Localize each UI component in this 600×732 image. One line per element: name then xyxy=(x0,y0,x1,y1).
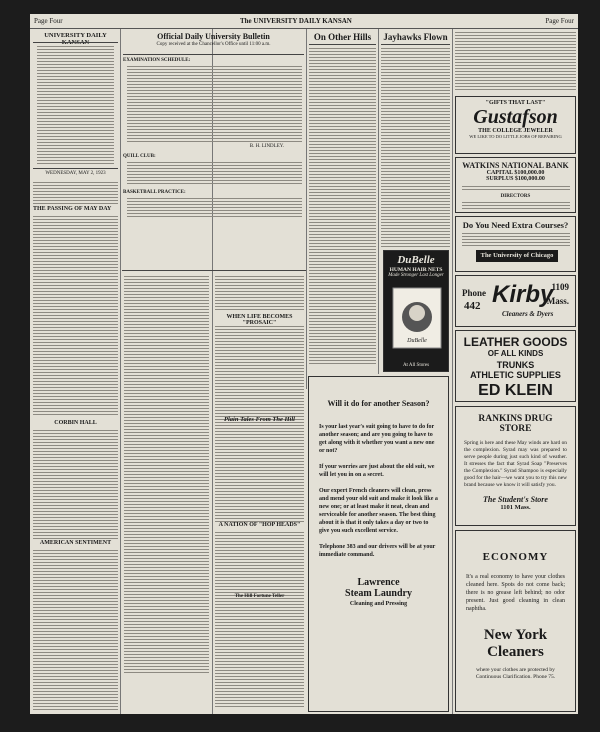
masthead: UNIVERSITY DAILY xyxy=(44,32,107,39)
economy-cleaners-ad xyxy=(455,530,576,712)
svg-text:DuBelle: DuBelle xyxy=(407,338,427,344)
watkins-surplus: SURPLUS $100,000.00 xyxy=(486,176,545,182)
laundry-para-4: Telephone 383 and our drivers will be at your immediate command. xyxy=(319,544,436,558)
dubelle-tagline: Made Stronger Last Longer xyxy=(388,273,444,278)
watkins-name: WATKINS NATIONAL BANK xyxy=(462,161,569,170)
chicago-title: Do You Need Extra Courses? xyxy=(462,220,569,230)
gustafson-repair: WE LIKE TO DO LITTLE JOBS OF REPAIRING xyxy=(469,134,562,139)
kirby-phone-number: 442 xyxy=(464,300,481,312)
watkins-bank-ad xyxy=(455,157,576,213)
running-head-right: Page Four xyxy=(545,17,574,25)
newspaper-page xyxy=(30,14,578,714)
laundry-question: Will it do for another Season? xyxy=(327,399,430,408)
gustafson-sub: THE COLLEGE JEWELER xyxy=(478,128,553,134)
kirby-sub: Cleaners & Dyers xyxy=(502,310,554,318)
dubelle-ad xyxy=(383,250,449,372)
masthead-date: WEDNESDAY, MAY 2, 1923 xyxy=(45,171,106,176)
kirby-cleaners-ad xyxy=(455,275,576,327)
rankins-title: RANKINS DRUG STORE xyxy=(478,414,553,434)
economy-name-1: New York xyxy=(483,627,548,643)
laundry-para-2: If your worries are just about the old suit, we will let you in on a secret. xyxy=(319,464,435,478)
ed-klein-ad xyxy=(455,330,576,402)
other-hills-title: On Other Hills xyxy=(313,32,372,42)
bulletin-signature: B. H. LINDLEY. xyxy=(249,144,284,149)
bulletin-title: Official Daily University Bulletin xyxy=(157,32,270,41)
laundry-para-1: Is your last year's suit going to have to do for another season; and are you going to have to get along with it whether you want a new one or not? xyxy=(319,424,435,454)
chicago-school: The University of Chicago xyxy=(476,250,558,262)
watkins-directors: DIRECTORS xyxy=(500,194,531,199)
bulletin-basketball-heading: BASKETBALL PRACTICE: xyxy=(123,190,186,195)
laundry-service: Cleaning and Pressing xyxy=(349,601,408,607)
laundry-para-3: Our expert French cleaners will clean, press and mend your old suit and make it look like a new one; or at least make it neat, clean and serviceable for another season. The best thing about it is that it only takes a day or two to give you such excellent service. xyxy=(319,488,438,534)
laundry-name-1: Lawrence xyxy=(357,577,400,588)
gustafson-name: Gustafson xyxy=(473,106,558,128)
bulletin-quill-heading: QUILL CLUB: xyxy=(123,154,156,159)
klein-athletic: ATHLETIC SUPPLIES xyxy=(470,370,561,380)
feature-heading-prosaic: WHEN LIFE BECOMES "PROSAIC" xyxy=(226,314,293,326)
laundry-ad xyxy=(308,376,449,712)
watkins-capital: CAPITAL $100,000.00 xyxy=(486,170,545,176)
rankins-store: The Student's Store xyxy=(483,495,548,504)
bulletin-exam-heading: EXAMINATION SCHEDULE: xyxy=(123,58,191,63)
rankins-body: Spring is here and these May winds are hard on the complexion. Syrad may was prepared to serve people during just such kind of weather. It stresses the fact that Syrad Soap "Preserves the Complexion." Syrad Shampoo is especially good for the hair—we want you to try this new brand because we know it will satisfy you. xyxy=(464,440,567,488)
economy-title: ECONOMY xyxy=(482,551,549,563)
university-bulletin xyxy=(123,32,304,272)
editorial-heading-american-sentiment: AMERICAN SENTIMENT xyxy=(39,540,112,546)
hairnet-package-illustration xyxy=(392,287,442,349)
kirby-phone-label: Phone xyxy=(462,288,487,298)
economy-body: It's a real economy to have your clothes cleaned here. Spots do not come back; there is no grease left behind; no odor present. Just good cleaning in clean naphtha. xyxy=(466,574,565,612)
bulletin-subtitle: Copy received at the Chancellor's Office until 11:00 a.m. xyxy=(156,42,271,47)
running-head-left: Page Four xyxy=(34,17,63,25)
running-head xyxy=(30,14,578,29)
jayhawks-title: Jayhawks Flown xyxy=(383,32,448,42)
rankins-address: 1101 Mass. xyxy=(500,504,531,511)
laundry-name-2: Steam Laundry xyxy=(345,588,412,599)
feature-heading-hop-heads: A NATION OF "HOP HEADS" xyxy=(218,522,301,528)
feature-heading-plain-tales: Plain Tales From The Hill xyxy=(224,416,295,423)
economy-name-2: Cleaners xyxy=(487,644,544,660)
kirby-address-street: Mass. xyxy=(546,296,569,306)
column-editorial xyxy=(33,32,118,712)
gustafson-ad xyxy=(455,96,576,154)
staff-list xyxy=(37,46,114,166)
column-features xyxy=(215,274,304,712)
klein-name: ED KLEIN xyxy=(478,382,553,399)
rankins-drug-ad xyxy=(455,406,576,526)
kirby-name: Kirby xyxy=(492,281,554,308)
klein-all-kinds: OF ALL KINDS xyxy=(487,349,544,358)
chicago-courses-ad xyxy=(455,216,576,272)
column-other-hills xyxy=(309,32,376,372)
economy-footer: where your clothes are protected by Continuous Clarification. Phone 75. xyxy=(475,667,556,680)
kirby-address-number: 1109 xyxy=(551,282,569,292)
running-head-title: The UNIVERSITY DAILY KANSAN xyxy=(240,17,352,25)
feature-heading-fortune-teller: The Hill Fortune Teller xyxy=(234,594,285,599)
column-jayhawks-flown xyxy=(381,32,450,247)
editorial-heading-corbin-hall: CORBIN HALL xyxy=(54,420,97,426)
dubelle-product: HUMAN HAIR NETS xyxy=(389,267,443,273)
klein-trunks: TRUNKS xyxy=(496,360,535,370)
editorial-heading-may-day: THE PASSING OF MAY DAY xyxy=(33,206,112,212)
klein-leather: LEATHER GOODS xyxy=(463,335,568,349)
dubelle-footer: At All Stores xyxy=(402,363,430,368)
dubelle-brand: DuBelle xyxy=(397,254,435,266)
gustafson-slogan: "GIFTS THAT LAST" xyxy=(485,100,546,106)
